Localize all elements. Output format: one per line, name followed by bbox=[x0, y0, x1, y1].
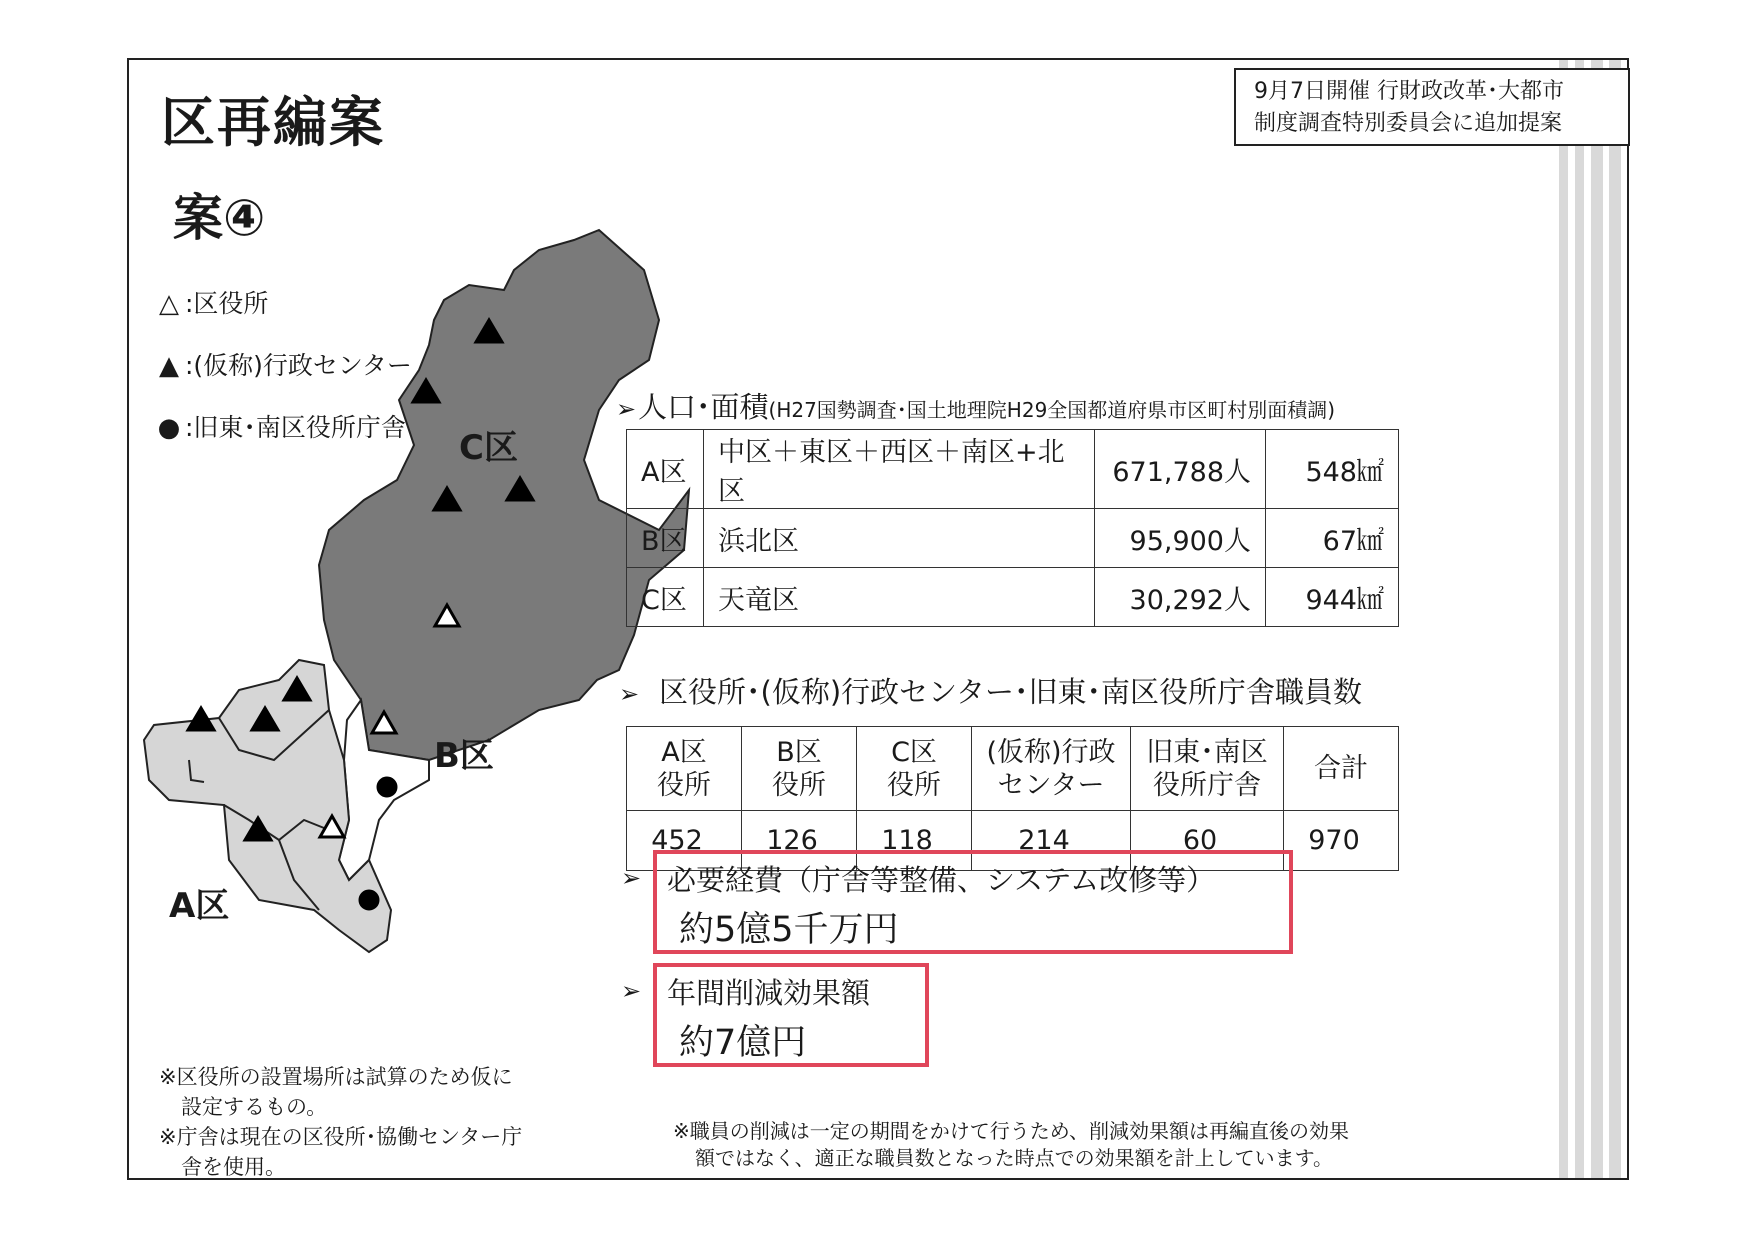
meeting-note-line1: 9月7日開催 行財政改革･大都市 bbox=[1254, 79, 1564, 104]
legend-label: :旧東･南区役所庁舎 bbox=[185, 413, 406, 442]
meeting-note-line2: 制度調査特別委員会に追加提案 bbox=[1254, 111, 1563, 136]
staff-heading: 区役所･(仮称)行政センター･旧東･南区役所庁舎職員数 bbox=[659, 675, 1362, 709]
savings-value: 約7億円 bbox=[679, 1023, 807, 1063]
decor-stripe bbox=[1559, 60, 1568, 1178]
cost-heading: 必要経費（庁舎等整備、システム改修等） bbox=[667, 863, 1216, 897]
table-cell: 452 bbox=[627, 811, 742, 871]
table-cell: 970 bbox=[1284, 811, 1399, 871]
note-line: 設定するもの。 bbox=[181, 1095, 328, 1119]
old-office-marker bbox=[378, 778, 396, 796]
population-source: (H27国勢調査･国土地理院H29全国都道府県市区町村別面積調) bbox=[768, 398, 1336, 422]
note-line: ※職員の削減は一定の期間をかけて行うため、削減効果額は再編直後の効果 bbox=[673, 1119, 1349, 1143]
table-header-cell: 合計 bbox=[1284, 727, 1399, 811]
bullet-arrow-icon: ➢ bbox=[621, 864, 642, 892]
left-notes bbox=[159, 1062, 589, 1182]
meeting-note-box bbox=[1234, 68, 1630, 146]
decor-stripe bbox=[1575, 60, 1584, 1178]
circle-filled-icon: ● bbox=[157, 413, 181, 443]
slide bbox=[127, 58, 1629, 1180]
note-line: 額ではなく、適正な職員数となった時点での効果額を計上しています。 bbox=[695, 1146, 1333, 1170]
table-cell: 95,900人 bbox=[1095, 509, 1266, 568]
table-header-cell: B区 役所 bbox=[742, 727, 857, 811]
population-heading: 人口･面積 bbox=[638, 390, 769, 424]
page-title: 区再編案 bbox=[161, 91, 385, 154]
legend-label: :(仮称)行政センター bbox=[185, 351, 412, 380]
table-cell: 944㎢ bbox=[1266, 568, 1399, 627]
triangle-outline-icon: △ bbox=[159, 289, 179, 319]
savings-highlight-box bbox=[653, 963, 929, 1067]
map-label-a: A区 bbox=[169, 886, 230, 926]
old-office-marker bbox=[360, 891, 378, 909]
table-cell: 60 bbox=[1131, 811, 1284, 871]
table-cell: 30,292人 bbox=[1095, 568, 1266, 627]
table-row bbox=[627, 509, 1399, 568]
cost-highlight-box bbox=[653, 850, 1293, 954]
legend-label: :区役所 bbox=[185, 289, 269, 318]
note-line: ※庁舎は現在の区役所･協働センター庁 bbox=[159, 1125, 523, 1149]
table-cell: C区 bbox=[627, 568, 704, 627]
triangle-filled-icon: ▲ bbox=[159, 351, 179, 381]
map-label-b: B区 bbox=[434, 736, 494, 776]
table-cell: 548㎢ bbox=[1266, 430, 1399, 509]
table-header-cell: A区 役所 bbox=[627, 727, 742, 811]
table-header-cell: (仮称)行政 センター bbox=[972, 727, 1131, 811]
table-cell: 671,788人 bbox=[1095, 430, 1266, 509]
decor-stripe bbox=[1609, 60, 1621, 1178]
population-table bbox=[626, 429, 1399, 627]
map-label-c: C区 bbox=[459, 428, 518, 468]
table-cell: 天竜区 bbox=[704, 568, 1095, 627]
table-cell: 浜北区 bbox=[704, 509, 1095, 568]
table-cell: 中区＋東区＋西区＋南区+北区 bbox=[704, 430, 1095, 509]
population-heading-row bbox=[616, 385, 1335, 426]
table-header-row bbox=[627, 727, 1399, 811]
table-cell: 118 bbox=[857, 811, 972, 871]
table-header-cell: 旧東･南区 役所庁舎 bbox=[1131, 727, 1284, 811]
table-row bbox=[627, 430, 1399, 509]
bullet-arrow-icon: ➢ bbox=[619, 680, 640, 708]
table-cell: B区 bbox=[627, 509, 704, 568]
cost-value: 約5億5千万円 bbox=[679, 910, 899, 950]
decor-stripe bbox=[1591, 60, 1603, 1178]
right-notes bbox=[673, 1118, 1349, 1172]
staff-heading-row bbox=[619, 670, 1362, 711]
table-cell: 214 bbox=[972, 811, 1131, 871]
note-line: 舎を使用。 bbox=[181, 1155, 286, 1179]
table-cell: A区 bbox=[627, 430, 704, 509]
table-cell: 67㎢ bbox=[1266, 509, 1399, 568]
note-line: ※区役所の設置場所は試算のため仮に bbox=[159, 1065, 513, 1089]
bullet-arrow-icon: ➢ bbox=[621, 977, 642, 1005]
table-header-cell: C区 役所 bbox=[857, 727, 972, 811]
plan-subtitle: 案④ bbox=[173, 189, 266, 247]
table-row bbox=[627, 568, 1399, 627]
savings-heading: 年間削減効果額 bbox=[667, 976, 871, 1010]
table-cell: 126 bbox=[742, 811, 857, 871]
bullet-arrow-icon: ➢ bbox=[616, 395, 637, 423]
